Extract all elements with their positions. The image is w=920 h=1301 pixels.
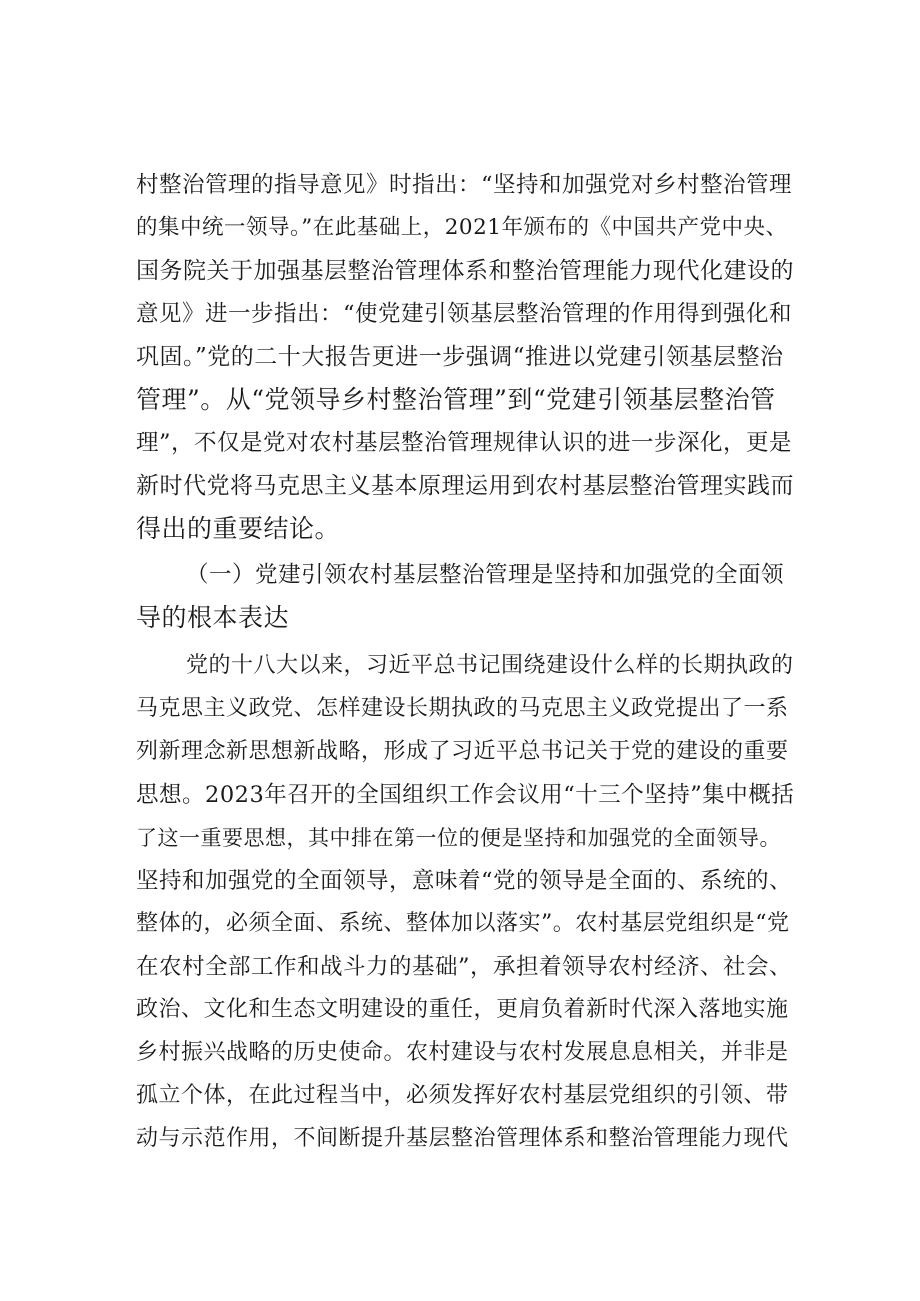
text-line: 意见》进一步指出：“使党建引领基层整治管理的作用得到强化和 bbox=[136, 301, 793, 327]
text-line: 乡村振兴战略的历史使命。农村建设与农村发展息息相关，并非是 bbox=[136, 1040, 789, 1065]
text-line: 政治、文化和生态文明建设的重任，更肩负着新时代深入落地实施 bbox=[136, 997, 789, 1022]
text-line: 坚持和加强党的全面领导，意味着“党的领导是全面的、系统的、 bbox=[136, 868, 793, 894]
text-line: 理”，不仅是党对农村基层整治管理规律认识的进一步深化，更是 bbox=[136, 430, 793, 456]
text-line: 管理”。从“党领导乡村整治管理”到“党建引领基层整治管 bbox=[136, 385, 776, 414]
text-line: 整体的，必须全面、系统、整体加以落实”。农村基层党组织是“党 bbox=[136, 911, 790, 936]
text-line: 村整治管理的指导意见》时指出：“坚持和加强党对乡村整治管理 bbox=[136, 172, 793, 198]
heading-line: （一）党建引领农村基层整治管理是坚持和加强党的全面领 bbox=[186, 562, 785, 588]
text-line: 孤立个体，在此过程当中，必须发挥好农村基层党组织的引领、带 bbox=[136, 1083, 789, 1108]
text-line: 巩固。”党的二十大报告更进一步强调“推进以党建引领基层整治 bbox=[136, 344, 784, 370]
text-line: 新时代党将马克思主义基本原理运用到农村基层整治管理实践而 bbox=[136, 473, 794, 499]
text-line: 马克思主义政党、怎样建设长期执政的马克思主义政党提出了一系 bbox=[136, 696, 789, 721]
text-line: 党的十八大以来，习近平总书记围绕建设什么样的长期执政的 bbox=[186, 653, 794, 678]
heading-line: 导的根本表达 bbox=[136, 603, 290, 632]
text-line: 得出的重要结论。 bbox=[136, 514, 341, 543]
text-line: 在农村全部工作和战斗力的基础”，承担着领导农村经济、社会、 bbox=[136, 954, 793, 980]
text-line: 思想。2023年召开的全国组织工作会议用“十三个坚持”集中概括 bbox=[136, 782, 795, 808]
text-line: 了这一重要思想，其中排在第一位的便是坚持和加强党的全面领导。 bbox=[136, 826, 781, 850]
text-line: 列新理念新思想新战略，形成了习近平总书记关于党的建设的重要 bbox=[136, 739, 789, 764]
text-line: 的集中统一领导。”在此基础上，2021年颁布的《中国共产党中央、 bbox=[136, 215, 788, 240]
text-line: 动与示范作用，不间断提升基层整治管理体系和整治管理能力现代 bbox=[136, 1126, 789, 1151]
text-line: 国务院关于加强基层整治管理体系和整治管理能力现代化建设的 bbox=[136, 258, 794, 284]
